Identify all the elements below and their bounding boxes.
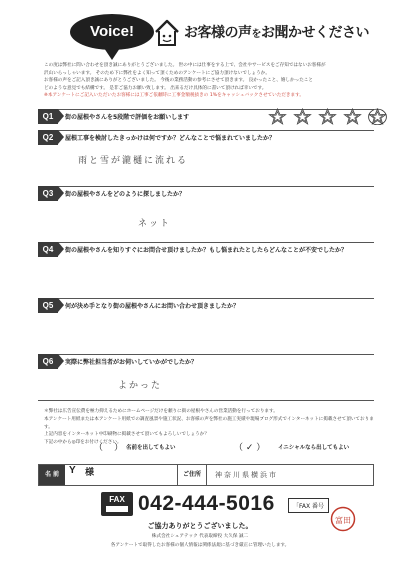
note-line: 本アンケート用紙または本アンケート用紙での調査風景や施工状況、お客様の声を弊社の施工実績や現場ブログ形式でインターネットに掲載させて頂いております。: [44, 416, 374, 430]
consent-option-name: 名前を出してもよい: [126, 445, 176, 451]
star-icon[interactable]: [318, 108, 337, 125]
fax-section: [38, 488, 374, 520]
page-title: お客様の声をお聞かせください: [184, 25, 369, 41]
address-field[interactable]: 神奈川県横浜市: [215, 471, 278, 479]
question-3: [38, 186, 374, 229]
address-label: ご住所: [177, 465, 207, 485]
star-icon[interactable]: [268, 108, 287, 125]
name-label: 名 前: [39, 465, 65, 485]
q-number: Q1: [38, 109, 58, 124]
q-text: 街の屋根やさんをどのように探しましたか？: [65, 191, 186, 198]
company-name: 株式会社シェアテック 代表取締役 大久保 誠二: [151, 534, 249, 539]
header: [40, 8, 369, 64]
svg-text:FAX: FAX: [109, 495, 125, 504]
star-icon[interactable]: [343, 108, 362, 125]
rating-stars: [268, 108, 387, 125]
customer-form: [38, 464, 374, 486]
note-line: 上記内容をインターネット中印刷物に掲載させて頂いてもよろしいでしょうか？: [44, 432, 209, 438]
intro-line: 沢山いらっしゃいます。 そのため下に弊社をよく知って頂くためのアンケートにご協力頂けないでしょうか。: [44, 70, 270, 76]
q-number: Q6: [38, 354, 58, 369]
star-icon[interactable]: [293, 108, 312, 125]
consent-bracket-right[interactable]: ）: [114, 443, 124, 453]
voice-bubble: Voice!: [70, 14, 154, 50]
intro-line: この度は弊社に問い合わせを頂き誠にありがとうございました。 世の中には仕事をする上で、会社やサービスをご存知ではないお客様が: [44, 63, 326, 68]
fax-icon: [100, 490, 134, 518]
q-text: 街の屋根やさんを知りすぐにお問合せ頂けましたか？もし悩まれたとしたらどんなことが不安でしたか？: [65, 247, 348, 254]
answer-text: 雨と雪が瀧樋に流れる: [78, 156, 189, 166]
q-number: Q2: [38, 130, 58, 145]
intro-line: お客様の声をご記入頂き誠にありがとうございました。 今後の業務活動の参考にさせて頂きます。 良かったこと、嬉しかったこと: [44, 78, 313, 83]
fax-label: 「FAX 番号: [288, 498, 329, 513]
q-text: 屋根工事を検討したきっかけは何ですか？どんなことで悩まれていましたか？: [65, 135, 276, 142]
house-icon: [154, 18, 180, 48]
name-field[interactable]: Y: [69, 465, 76, 476]
q-text: 街の屋根やさんを5段階で評価をお願いします: [65, 114, 190, 121]
cashback-note: ※本アンケートにご記入いただいたお客様には工事ご依頼時に工事金額税抜きの 1%をキャッシュバックさせていただきます。: [44, 93, 304, 98]
q-number: Q5: [38, 298, 58, 313]
consent-options: [38, 440, 374, 454]
question-2: [38, 130, 374, 166]
honorific: 様: [85, 468, 95, 478]
consent-option-initial: イニシャルなら出してもよい: [278, 445, 350, 451]
note-line: ＊弊社は広告宣伝費を極力抑えるためにホームページだけを頼りに街の屋根やさんの営業活動を行っております。: [44, 409, 278, 414]
question-6: [38, 354, 374, 391]
consent-bracket-left[interactable]: （: [94, 443, 104, 453]
thanks-message: ご協力ありがとうございました。: [147, 522, 253, 530]
section-divider: [38, 400, 374, 401]
intro-line: どのような意見でも結構です。 是非ご協力お願い致します。 出来るだけ具体的に書いて頂ければ幸いです。: [44, 85, 267, 91]
q-text: 実際に弊社担当者がお伺いしていかがでしたか？: [65, 359, 198, 366]
question-1: [38, 109, 374, 121]
note-line: 下記の中から◎印をお付けください。: [44, 440, 122, 446]
q-number: Q4: [38, 242, 58, 257]
consent-checkbox-initial[interactable]: （ ✓ ）: [234, 443, 266, 453]
answer-text: ネット: [138, 219, 172, 229]
answer-text: よかった: [118, 381, 163, 391]
star-icon[interactable]: [368, 108, 387, 125]
question-4: [38, 242, 374, 254]
hanko-stamp: [330, 506, 356, 532]
privacy-note: 各アンケートで取得したお客様の個人情報は関係法規に基づき厳正に管理いたします。: [110, 543, 290, 548]
question-5: [38, 298, 374, 310]
q-text: 何が決め手となり街の屋根やさんにお問い合わせ頂きましたか？: [65, 303, 240, 310]
q-number: Q3: [38, 186, 58, 201]
intro-text: [44, 62, 374, 100]
svg-text:富田: 富田: [335, 516, 351, 525]
fax-number: 042-444-5016: [138, 492, 275, 515]
